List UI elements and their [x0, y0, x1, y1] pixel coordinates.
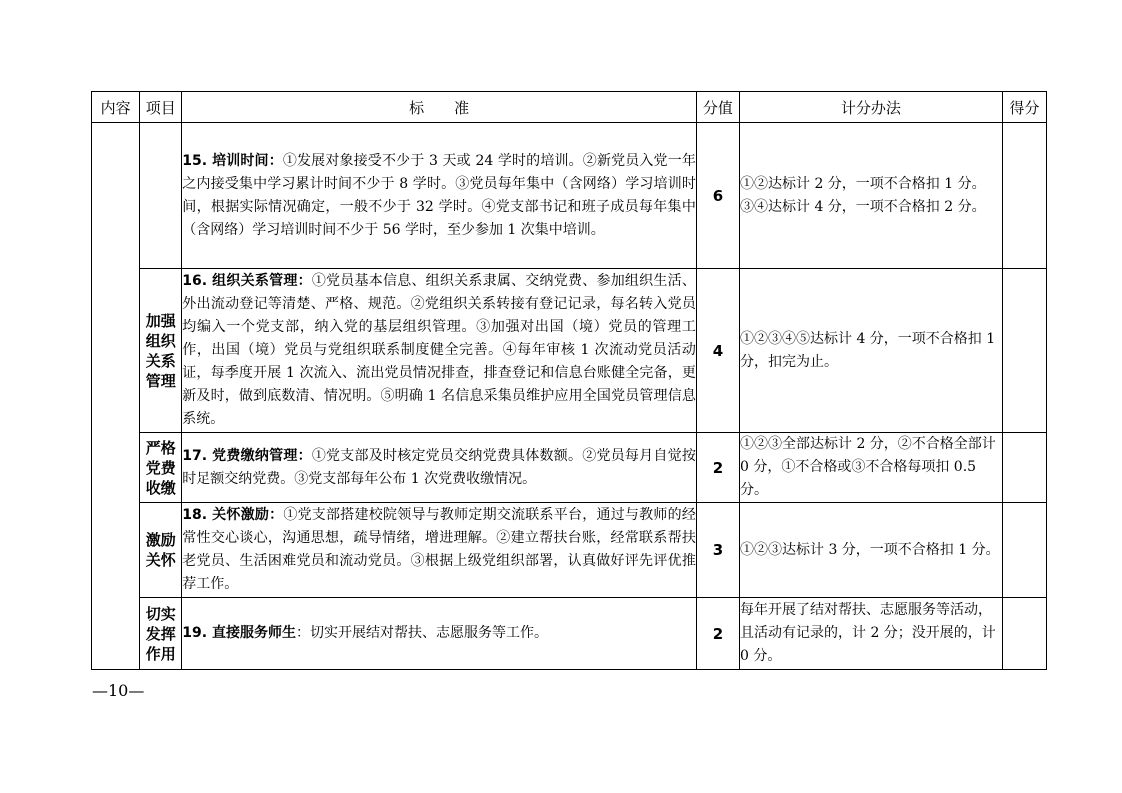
- score-cell: 6: [696, 123, 739, 269]
- header-item: 项目: [140, 92, 182, 123]
- standard-title: 18. 关怀激励：: [182, 507, 284, 523]
- content-cell: [92, 123, 140, 670]
- standard-cell: [182, 503, 697, 598]
- method-cell: ①②③④⑤达标计 4 分，一项不合格扣 1 分，扣完为止。: [740, 269, 1003, 433]
- item-cell: 加强组织关系管理: [140, 269, 182, 433]
- method-cell: ①②③达标计 3 分，一项不合格扣 1 分。: [740, 503, 1003, 598]
- standard-title: 19. 直接服务师生: [182, 625, 296, 641]
- table-row: [92, 123, 1047, 269]
- score-cell: 2: [696, 598, 739, 670]
- scoring-table: [91, 91, 1047, 670]
- standard-cell: [182, 123, 697, 269]
- standard-title: 17. 党费缴纳管理：: [182, 447, 312, 464]
- got-cell: [1002, 123, 1046, 269]
- method-cell: 每年开展了结对帮扶、志愿服务等活动，且活动有记录的，计 2 分；没开展的，计 0 分。: [740, 598, 1003, 670]
- standard-cell: [182, 598, 697, 670]
- standard-text: ①党支部搭建校院领导与教师定期交流联系平台，通过与教师的经常性交心谈心，沟通思想，疏导情绪，增进理解。②建立帮扶台账，经常联系帮扶老党员、生活困难党员和流动党员。③根据上级党组织部署，认真做好评先评优推荐工作。: [182, 507, 696, 592]
- item-cell: 激励关怀: [140, 503, 182, 598]
- standard-text: ：切实开展结对帮扶、志愿服务等工作。: [295, 625, 548, 641]
- method-cell: ①②达标计 2 分，一项不合格扣 1 分。③④达标计 4 分，一项不合格扣 2 分。: [740, 123, 1003, 269]
- standard-text: ①发展对象接受不少于 3 天或 24 学时的培训。②新党员入党一年之内接受集中学习累计时间不少于 8 学时。③党员每年集中（含网络）学习培训时间，根据实际情况确定，一般不少于 32 学时。④党支部书记和班子成员每年集中（含网络）学习培训时间不少于 56 学时，至少参加 1 次集中培训。: [182, 152, 696, 238]
- score-cell: 2: [696, 433, 739, 503]
- standard-title: 15. 培训时间：: [182, 152, 283, 169]
- header-content: 内容: [92, 92, 140, 123]
- item-cell: 严格党费收缴: [140, 433, 182, 503]
- standard-cell: [182, 433, 697, 503]
- got-cell: [1002, 269, 1046, 433]
- got-cell: [1002, 598, 1046, 670]
- header-method: 计分办法: [740, 92, 1003, 123]
- got-cell: [1002, 433, 1046, 503]
- table-header-row: [92, 92, 1047, 123]
- header-score: 分值: [696, 92, 739, 123]
- page-number: —10—: [92, 681, 145, 700]
- table-row: [92, 503, 1047, 598]
- score-cell: 3: [696, 503, 739, 598]
- method-cell: ①②③全部达标计 2 分，②不合格全部计 0 分，①不合格或③不合格每项扣 0.5 分。: [740, 433, 1003, 503]
- standard-text: ①党员基本信息、组织关系隶属、交纳党费、参加组织生活、外出流动登记等清楚、严格、规范。②党组织关系转接有登记记录，每名转入党员均编入一个党支部，纳入党的基层组织管理。③加强对出国（境）党员的管理工作，出国（境）党员与党组织联系制度健全完善。④每年审核 1 次流动党员活动证，每季度开展 1 次流入、流出党员情况排查，排查登记和信息台账健全完备，更新及时，做到底数清、情况明。⑤明确 1 名信息采集员维护应用全国党员管理信息系统。: [182, 273, 696, 427]
- standard-text: ①党支部及时核定党员交纳党费具体数额。②党员每月自觉按时足额交纳党费。③党支部每年公布 1 次党费收缴情况。: [182, 447, 696, 487]
- standard-title: 16. 组织关系管理：: [182, 273, 312, 289]
- item-cell: 切实发挥作用: [140, 598, 182, 670]
- item-cell: [140, 123, 182, 269]
- got-cell: [1002, 503, 1046, 598]
- header-standard: 标 准: [182, 92, 697, 123]
- table-row: [92, 598, 1047, 670]
- standard-cell: [182, 269, 697, 433]
- header-got: 得分: [1002, 92, 1046, 123]
- score-cell: 4: [696, 269, 739, 433]
- table-row: [92, 433, 1047, 503]
- table-row: [92, 269, 1047, 433]
